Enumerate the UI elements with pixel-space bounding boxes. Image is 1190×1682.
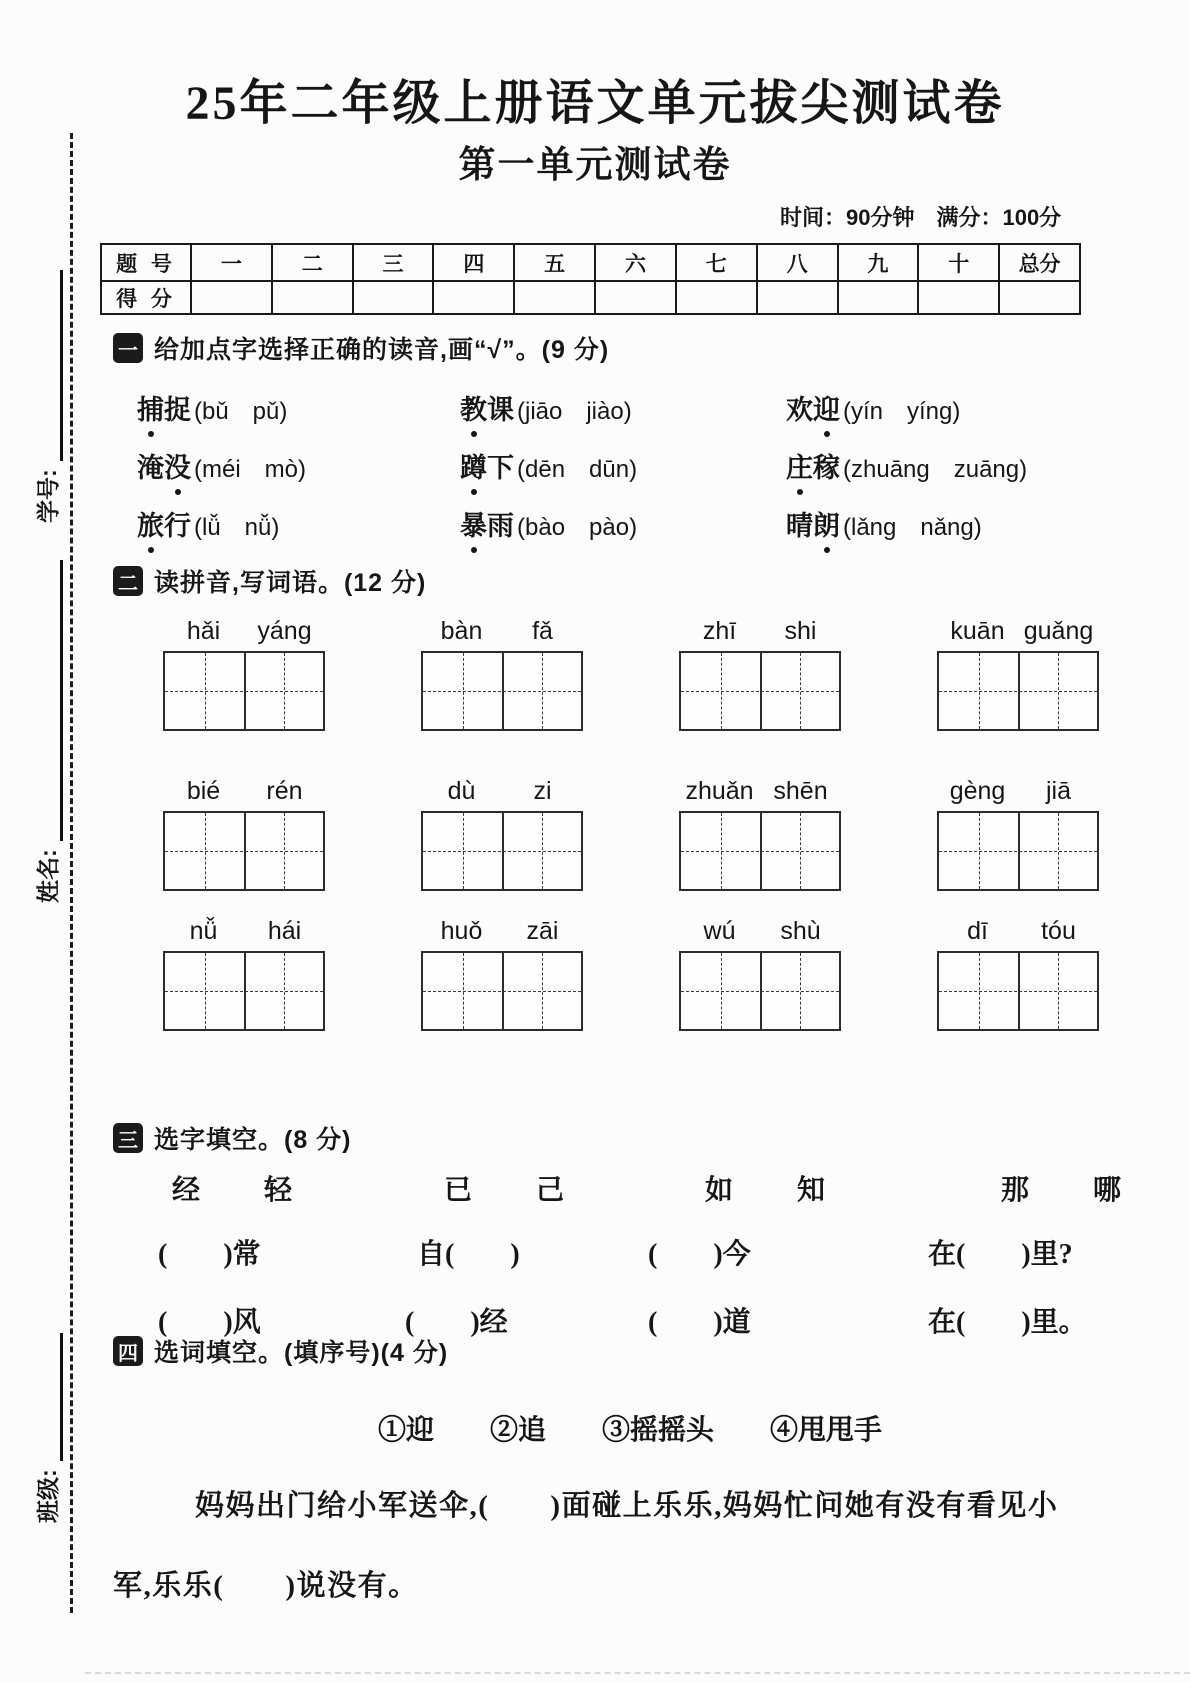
writing-block-2 [421,610,583,731]
section-3-header [113,1120,352,1156]
q1-word-char: 蹲 [460,446,487,485]
q1-item-4 [137,446,306,485]
q1-word-char: 晴 [786,511,813,541]
pinyin-label: gèng jiā [949,777,1071,805]
writing-block-8 [937,770,1099,891]
q1-word-char: 行 [164,511,191,541]
bottom-dashed-line [85,1672,1190,1674]
choice-group-1 [172,1168,292,1208]
name-label: 姓名: [35,849,61,903]
q1-item-7 [137,504,279,543]
section-2-title: 读拼音,写词语。(12 分) [154,569,427,597]
page-subtitle: 第一单元测试卷 [458,145,732,186]
col-6: 六 [595,244,676,281]
pinyin-label: nǚ hái [189,917,302,945]
choice-char: 知 [797,1175,826,1206]
pinyin-label: huǒ zāi [440,917,559,945]
score-cell [353,281,434,314]
student-id-label: 学号: [35,469,61,523]
writing-block-11 [679,910,841,1031]
pinyin-label: zhuǎn shēn [685,777,828,805]
score-cell [999,281,1080,314]
writing-block-4 [937,610,1099,731]
q1-word-char: 欢 [786,395,813,425]
writing-grid [937,651,1099,731]
writing-grid [937,811,1099,891]
question-number-label: 题 号 [101,244,191,281]
col-2: 二 [272,244,353,281]
col-10: 十 [918,244,999,281]
writing-grid [421,951,583,1031]
q1-word-char: 捕 [137,388,164,427]
pinyin-label: kuān guǎng [950,617,1094,645]
q1-pinyin-options: (lǚ nǚ) [194,514,280,541]
class-field [30,1333,63,1523]
score-table-score-row [101,281,1080,314]
q1-item-2 [460,388,632,427]
section-4-number-icon: 四 [113,1336,143,1366]
name-blank-line [37,560,63,841]
col-8: 八 [757,244,838,281]
time-score-meta: 时间：90分钟 满分：100分 [780,205,1062,230]
pinyin-label: bié rén [186,777,303,805]
col-1: 一 [191,244,272,281]
class-label: 班级: [35,1469,61,1523]
section-3-title: 选字填空。(8 分) [154,1126,352,1154]
fill-blank: ( )道 [648,1307,751,1338]
word-option: ②追 [490,1415,547,1446]
q1-pinyin-options: (lǎng nǎng) [843,514,982,541]
choice-char: 轻 [264,1175,293,1206]
score-cell [191,281,272,314]
q1-word-char: 捉 [164,395,191,425]
writing-grid [421,811,583,891]
q1-word-char: 稼 [813,453,840,483]
q1-word-char: 雨 [487,511,514,541]
section-3-number-icon: 三 [113,1123,143,1153]
q1-pinyin-options: (zhuāng zuāng) [843,456,1028,483]
writing-grid [163,811,325,891]
page-title: 25年二年级上册语文单元拔尖测试卷 [185,77,1005,130]
score-cell [838,281,919,314]
writing-grid [937,951,1099,1031]
choice-char: 己 [536,1175,565,1206]
col-9: 九 [838,244,919,281]
q1-item-8 [460,504,637,543]
section-4-header [113,1333,448,1369]
section-1-title: 给加点字选择正确的读音,画“√”。(9 分) [154,336,610,364]
choice-char: 那 [1001,1175,1030,1206]
choice-group-2 [444,1168,564,1208]
writing-block-1 [163,610,325,731]
writing-block-6 [421,770,583,891]
q1-item-1 [137,388,287,427]
pinyin-label: wú shù [703,917,821,945]
q1-word-char: 朗 [813,504,840,543]
q1-word-char: 暴 [460,504,487,543]
fill-blank: ( )常 [158,1239,261,1270]
q1-word-char: 旅 [137,504,164,543]
section-2-number-icon: 二 [113,566,143,596]
score-cell [918,281,999,314]
fill-blank: 自( ) [417,1239,520,1270]
choice-group-3 [705,1168,825,1208]
student-id-field [30,270,63,523]
score-cell [272,281,353,314]
col-4: 四 [433,244,514,281]
sentence-line-2: 军,乐乐( )说没有。 [113,1570,419,1602]
pinyin-label: bàn fǎ [440,617,553,645]
score-cell [595,281,676,314]
word-option: ①迎 [378,1415,435,1446]
word-option: ④甩甩手 [770,1415,883,1446]
writing-block-10 [421,910,583,1031]
choice-group-4 [1001,1168,1121,1208]
q1-word-char: 教 [460,388,487,427]
col-7: 七 [676,244,757,281]
choice-char: 哪 [1093,1175,1122,1206]
writing-block-5 [163,770,325,891]
writing-block-9 [163,910,325,1031]
choice-char: 已 [444,1175,473,1206]
word-option: ③摇摇头 [602,1415,715,1446]
q1-word-char: 迎 [813,388,840,427]
student-id-blank-line [37,270,63,461]
name-field [30,560,63,903]
q1-item-9 [786,504,982,543]
section-1-header [113,330,609,366]
q1-word-char: 课 [487,395,514,425]
section-1-number-icon: 一 [113,333,143,363]
q1-word-char: 下 [487,453,514,483]
q1-item-6 [786,446,1027,485]
cut-dashed-line [70,133,73,1613]
fill-blank: 在( )里? [928,1239,1073,1270]
q1-pinyin-options: (yín yíng) [843,398,961,425]
score-cell [433,281,514,314]
section-4-title: 选词填空。(填序号)(4 分) [154,1339,449,1367]
q1-pinyin-options: (méi mò) [194,456,306,483]
writing-grid [679,951,841,1031]
choice-char: 如 [705,1175,734,1206]
pinyin-label: hǎi yáng [186,617,312,645]
fill-blank: ( )今 [648,1239,751,1270]
score-cell [514,281,595,314]
score-label: 得 分 [101,281,191,314]
q1-pinyin-options: (dēn dūn) [517,456,638,483]
choice-char: 经 [172,1175,201,1206]
q1-word-char: 庄 [786,446,813,485]
fill-blank: ( )风 [158,1307,261,1338]
writing-block-3 [679,610,841,731]
q1-pinyin-options: (bào pào) [517,514,638,541]
pinyin-label: zhī shi [702,617,817,645]
pinyin-label: dī tóu [967,917,1076,945]
fill-blank: 在( )里。 [928,1307,1087,1338]
col-3: 三 [353,244,434,281]
writing-grid [679,651,841,731]
col-5: 五 [514,244,595,281]
q1-pinyin-options: (bǔ pǔ) [194,398,288,425]
q1-word-char: 没 [164,446,191,485]
q1-pinyin-options: (jiāo jiào) [517,398,632,425]
sentence-line-1: 妈妈出门给小军送伞,( )面碰上乐乐,妈妈忙问她有没有看见小 [195,1490,1059,1522]
col-total: 总分 [999,244,1080,281]
writing-block-12 [937,910,1099,1031]
q1-item-5 [460,446,637,485]
fill-blank: ( )经 [405,1307,508,1338]
writing-block-7 [679,770,841,891]
pinyin-label: dù zi [447,777,552,805]
writing-grid [163,951,325,1031]
writing-grid [421,651,583,731]
writing-grid [163,651,325,731]
q1-word-char: 淹 [137,453,164,483]
score-cell [676,281,757,314]
section-2-header [113,563,426,599]
score-table-header-row [101,244,1080,281]
class-blank-line [37,1333,63,1461]
q1-item-3 [786,388,960,427]
writing-grid [679,811,841,891]
score-cell [757,281,838,314]
score-table [100,243,1081,315]
word-options-row [378,1408,882,1448]
